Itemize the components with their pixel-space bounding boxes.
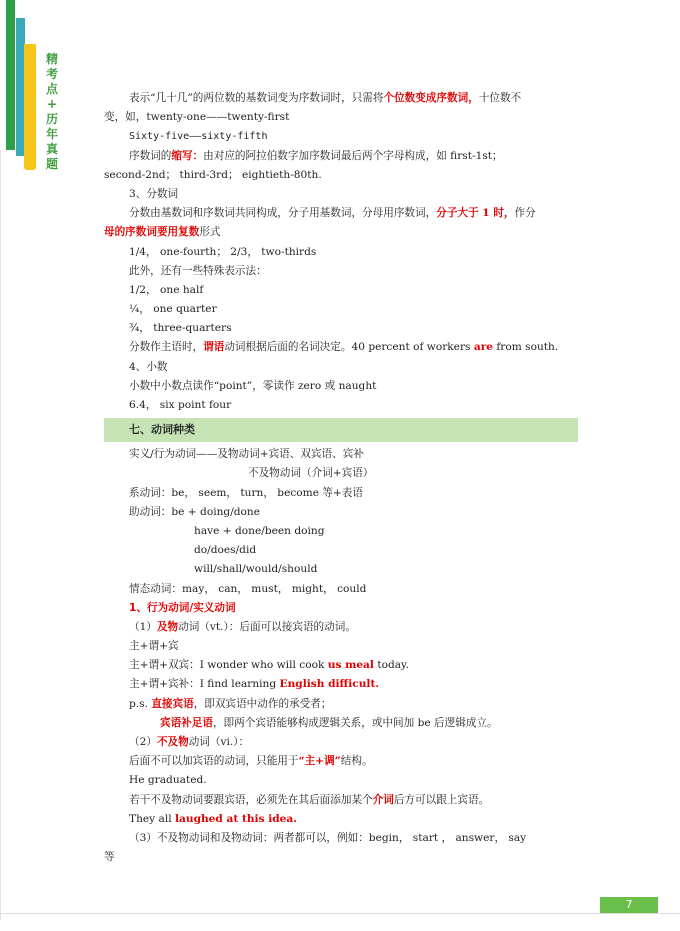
text-line: 表示“几十几”的两位数的基数词变为序数词时，只需将个位数变成序数词，十位数不 [129, 92, 522, 104]
decor-green-bar [6, 0, 15, 150]
side-char: 精 [45, 52, 58, 66]
text-line: 后面不可以加宾语的动词，只能用于“主+调”结构。 [129, 755, 373, 768]
text-line: （1）及物动词（vt.）：后面可以接宾语的动词。 [129, 620, 356, 633]
side-title [45, 52, 59, 172]
text-line: 主+谓+宾补：I find learning English difficult. [129, 678, 380, 691]
text-line: will/shall/would/should [194, 563, 318, 576]
text-line: （2）不及物动词（vi.）： [129, 736, 250, 748]
decor-yellow-bar [24, 44, 36, 170]
subheading-red: 1、行为动词/实义动词 [129, 601, 236, 614]
text-line: 小数中小数点读作“point”，零读作 zero 或 naught [129, 379, 377, 392]
text-line: have + done/been doing [194, 524, 325, 537]
text-line: 等 [104, 851, 115, 864]
highlight: 分子大于 1 时， [436, 207, 515, 220]
text-line: 主+谓+双宾：I wonder who will cook us meal today. [129, 659, 409, 672]
example-line: ¾， three-quarters [129, 322, 232, 335]
text-line: 实义/行为动词——及物动词+宾语、双宾语、宾补 [129, 448, 364, 461]
bottom-rule [0, 913, 680, 914]
side-char: 考 [45, 67, 58, 81]
text-line: （3）不及物动词和及物动词：两者都可以，例如：begin， start ， answer， say [129, 831, 527, 844]
side-rule [0, 150, 1, 920]
highlight: 不及物 [156, 736, 189, 748]
text-line: 分数由基数词和序数词共同构成，分子用基数词，分母用序数词，分子大于 1 时，作分 [129, 207, 536, 220]
text-line: second-2nd； third-3rd； eightieth-80th. [104, 168, 322, 181]
subheading: 3、分数词 [129, 187, 179, 200]
text-line: 系动词：be， seem， turn， become 等+表语 [129, 486, 363, 499]
highlight: 宾语补足语 [160, 716, 213, 729]
text-line: p.s. 直接宾语，即双宾语中动作的承受者； [129, 697, 332, 710]
text-line: 序数词的缩写：由对应的阿拉伯数字加序数词最后两个字母构成，如 first-1st； [129, 149, 503, 162]
text-line: 若干不及物动词要跟宾语，必须先在其后面添加某个介词后方可以跟上宾语。 [129, 793, 490, 806]
text-line: 分数作主语时，谓语动词根据后面的名词决定。40 percent of workers are from south. [129, 341, 559, 354]
page-number: 7 [600, 897, 658, 913]
text-line: 母的序数词要用复数形式 [104, 226, 221, 239]
highlight: English difficult. [279, 678, 380, 691]
text-line: They all laughed at this idea. [129, 812, 297, 825]
example-line: 6.4， six point four [129, 399, 232, 411]
side-char: 年 [45, 127, 58, 141]
page-content [104, 89, 578, 867]
subheading: 4、小数 [129, 360, 168, 373]
text-line: 情态动词：may， can， must， might， could [129, 582, 367, 595]
text-line: He graduated. [129, 774, 207, 787]
highlight: “主+调” [298, 755, 341, 768]
text-line: 此外，还有一些特殊表示法： [129, 264, 267, 277]
highlight: us meal [327, 659, 374, 672]
side-char: 历 [45, 112, 58, 126]
highlight: 谓语 [203, 341, 225, 354]
side-char: 真 [45, 142, 58, 156]
text-line: 宾语补足语，即两个宾语能够构成逻辑关系，或中间加 be 后逻辑成立。 [160, 716, 498, 729]
text-line: 主+谓+宾 [129, 640, 179, 653]
highlight: 介词 [372, 793, 394, 806]
text-line: 变，如，twenty-one——twenty-first [104, 111, 290, 124]
side-char: + [46, 97, 58, 111]
highlight: laughed at this idea. [174, 812, 297, 825]
example-line: 1/2， one half [129, 283, 204, 296]
text-line: 助动词：be + doing/done [129, 505, 261, 518]
text-line: do/does/did [194, 544, 257, 557]
highlight: 及物 [156, 620, 179, 633]
example-line: Sixty-five——sixty-fifth [129, 131, 268, 143]
side-char: 点 [45, 82, 58, 96]
highlight: 母的序数词要用复数 [104, 226, 200, 239]
example-line: ¼， one quarter [129, 303, 217, 316]
side-char: 题 [45, 157, 58, 171]
text-line: 不及物动词（介词+宾语） [248, 467, 374, 480]
highlight: 直接宾语 [151, 697, 194, 710]
highlight: 个位数变成序数词， [383, 92, 479, 104]
example-line: 1/4， one-fourth； 2/3， two-thirds [129, 245, 317, 258]
section-header: 七、动词种类 [104, 418, 578, 442]
highlight: 缩写： [171, 149, 204, 162]
highlight: are [473, 341, 494, 354]
